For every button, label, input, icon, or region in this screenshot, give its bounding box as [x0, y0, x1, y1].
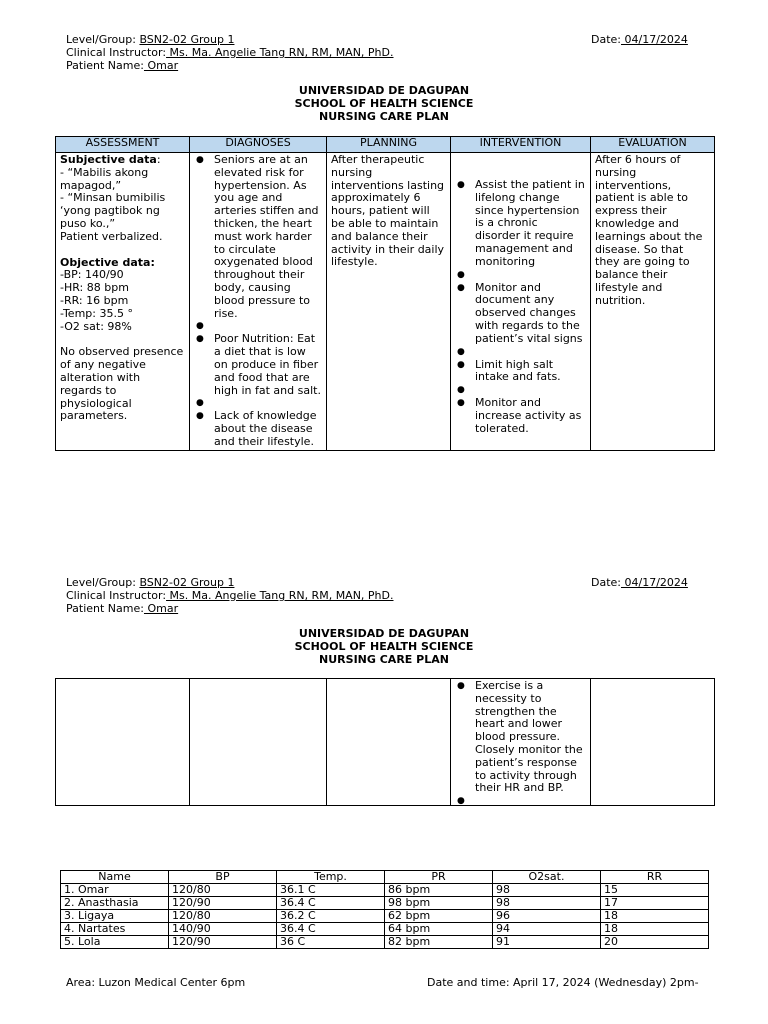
table-row — [61, 923, 709, 936]
diagnosis-item: ● Seniors are at an elevated risk for hypertension. As you age and arteries stiffen and thicken, the heart must work harder to circulate oxygenated blood throughout their body, causing blood pressure to rise. — [194, 154, 322, 320]
plan-title: NURSING CARE PLAN — [319, 110, 449, 123]
col-planning: PLANNING — [327, 137, 451, 153]
document-title-2 — [0, 627, 768, 666]
patient-value: Omar — [143, 602, 179, 615]
table-row — [61, 884, 709, 897]
objective-line: -Temp: 35.5 ° — [60, 306, 133, 320]
vitals-cell: 98 — [493, 884, 601, 897]
subjective-line: - “Minsan bumibilis ‘yong pagtibok ng puso ko.,” — [60, 191, 166, 230]
date-block-1 — [591, 33, 688, 46]
school-name: SCHOOL OF HEALTH SCIENCE — [294, 640, 474, 653]
subjective-line: Patient verbalized. — [60, 229, 163, 243]
intervention-item: ● Limit high salt intake and fats. — [455, 359, 586, 385]
date-label: Date: — [591, 576, 621, 589]
vitals-header-row — [61, 871, 709, 884]
vitals-cell: 20 — [601, 936, 709, 949]
vitals-header-bp: BP — [169, 871, 277, 884]
subjective-line: - “Mabilis akong mapagod,” — [60, 165, 149, 192]
vitals-cell: 5. Lola — [61, 936, 169, 949]
header-block-1 — [66, 33, 394, 72]
document-title-1 — [0, 84, 768, 123]
vitals-cell: 91 — [493, 936, 601, 949]
vitals-cell: 98 bpm — [385, 897, 493, 910]
instructor-value: Ms. Ma. Angelie Tang RN, RM, MAN, PhD. — [166, 589, 394, 602]
vitals-header-rr: RR — [601, 871, 709, 884]
date-value: 04/17/2024 — [621, 33, 688, 46]
instructor-label: Clinical Instructor: — [66, 589, 167, 602]
vitals-cell: 36.4 C — [277, 897, 385, 910]
area-text: Area: Luzon Medical Center 6pm — [66, 976, 246, 989]
vitals-cell: 36.2 C — [277, 910, 385, 923]
university-name: UNIVERSIDAD DE DAGUPAN — [298, 627, 470, 640]
objective-line: -O2 sat: 98% — [60, 319, 132, 333]
vitals-cell: 94 — [493, 923, 601, 936]
intervention-item: ● Exercise is a necessity to strengthen the heart and lower blood pressure. Closely monitor the patient’s response to activity through their HR and BP. — [455, 680, 586, 795]
level-label: Level/Group: — [66, 576, 136, 589]
header-block-2 — [66, 576, 394, 615]
date-block-2 — [591, 576, 688, 589]
vitals-cell: 96 — [493, 910, 601, 923]
subjective-colon: : — [156, 153, 161, 166]
vitals-cell: 62 bpm — [385, 910, 493, 923]
vitals-cell: 17 — [601, 897, 709, 910]
vitals-header-o2sat: O2sat. — [493, 871, 601, 884]
vitals-cell: 3. Ligaya — [61, 910, 169, 923]
vitals-header-temp: Temp. — [277, 871, 385, 884]
date-label: Date: — [591, 33, 621, 46]
diagnosis-item: ● Lack of knowledge about the disease and their lifestyle. — [194, 410, 322, 448]
vitals-cell: 140/90 — [169, 923, 277, 936]
care-plan-header-row — [56, 137, 715, 153]
objective-line: -HR: 88 bpm — [60, 281, 129, 295]
vital-signs-table — [60, 870, 709, 949]
vitals-cell: 64 bpm — [385, 923, 493, 936]
vitals-cell: 4. Nartates — [61, 923, 169, 936]
intervention-cell — [451, 153, 591, 451]
table-row — [61, 936, 709, 949]
instructor-label: Clinical Instructor: — [66, 46, 167, 59]
intervention-item: ● Monitor and document any observed changes with regards to the patient’s vital signs — [455, 282, 586, 346]
spacer — [455, 269, 586, 282]
table-row — [61, 897, 709, 910]
subjective-label: Subjective data — [60, 153, 157, 166]
objective-label: Objective data: — [60, 255, 155, 269]
assessment-cell — [56, 679, 190, 806]
vitals-cell: 2. Anasthasia — [61, 897, 169, 910]
patient-label: Patient Name: — [66, 602, 144, 615]
vitals-header-name: Name — [61, 871, 169, 884]
vitals-cell: 18 — [601, 910, 709, 923]
assessment-cell — [56, 153, 190, 451]
instructor-value: Ms. Ma. Angelie Tang RN, RM, MAN, PhD. — [166, 46, 394, 59]
school-name: SCHOOL OF HEALTH SCIENCE — [294, 97, 474, 110]
objective-line: -BP: 140/90 — [60, 268, 124, 282]
col-evaluation: EVALUATION — [591, 137, 715, 153]
care-plan-row — [56, 679, 715, 806]
date-value: 04/17/2024 — [621, 576, 688, 589]
level-value: BSN2-02 Group 1 — [139, 33, 235, 46]
intervention-item: ● Monitor and increase activity as tolerated. — [455, 397, 586, 435]
col-assessment: ASSESSMENT — [56, 137, 190, 153]
intervention-cell — [451, 679, 591, 806]
spacer — [455, 346, 586, 359]
plan-title: NURSING CARE PLAN — [319, 653, 449, 666]
vitals-cell: 82 bpm — [385, 936, 493, 949]
vitals-cell: 18 — [601, 923, 709, 936]
vitals-cell: 36 C — [277, 936, 385, 949]
evaluation-cell — [591, 679, 715, 806]
vitals-cell: 120/90 — [169, 936, 277, 949]
evaluation-cell: After 6 hours of nursing interventions, patient is able to express their knowledge and learnings about the disease. So that they are going to balance their lifestyle and nutrition. — [591, 153, 715, 451]
vitals-cell: 98 — [493, 897, 601, 910]
vitals-header-pr: PR — [385, 871, 493, 884]
col-intervention: INTERVENTION — [451, 137, 591, 153]
diagnosis-item: ● Poor Nutrition: Eat a diet that is low on produce in fiber and food that are high in fat and salt. — [194, 333, 322, 397]
col-diagnoses: DIAGNOSES — [190, 137, 327, 153]
vitals-cell: 120/90 — [169, 897, 277, 910]
level-value: BSN2-02 Group 1 — [139, 576, 235, 589]
vitals-cell: 120/80 — [169, 910, 277, 923]
vitals-cell: 36.4 C — [277, 923, 385, 936]
date-time-text: Date and time: April 17, 2024 (Wednesday) 2pm- — [427, 976, 699, 989]
patient-label: Patient Name: — [66, 59, 144, 72]
table-row — [61, 910, 709, 923]
vitals-cell: 36.1 C — [277, 884, 385, 897]
care-plan-table-continued — [55, 678, 715, 806]
university-name: UNIVERSIDAD DE DAGUPAN — [298, 84, 470, 97]
planning-cell — [327, 679, 451, 806]
diagnoses-cell — [190, 679, 327, 806]
level-label: Level/Group: — [66, 33, 136, 46]
vitals-cell: 1. Omar — [61, 884, 169, 897]
patient-value: Omar — [143, 59, 179, 72]
diagnoses-cell — [190, 153, 327, 451]
vitals-cell: 15 — [601, 884, 709, 897]
vitals-cell: 86 bpm — [385, 884, 493, 897]
objective-line: -RR: 16 bpm — [60, 293, 129, 307]
care-plan-row — [56, 153, 715, 451]
care-plan-table — [55, 136, 715, 451]
assessment-note: No observed presence of any negative alteration with regards to physiological parameters. — [60, 345, 184, 423]
vitals-cell: 120/80 — [169, 884, 277, 897]
intervention-item: ● Assist the patient in lifelong change since hypertension is a chronic disorder it require management and monitoring — [455, 179, 586, 269]
planning-cell: After therapeutic nursing interventions lasting approximately 6 hours, patient will be able to maintain and balance their activity in their daily lifestyle. — [327, 153, 451, 451]
